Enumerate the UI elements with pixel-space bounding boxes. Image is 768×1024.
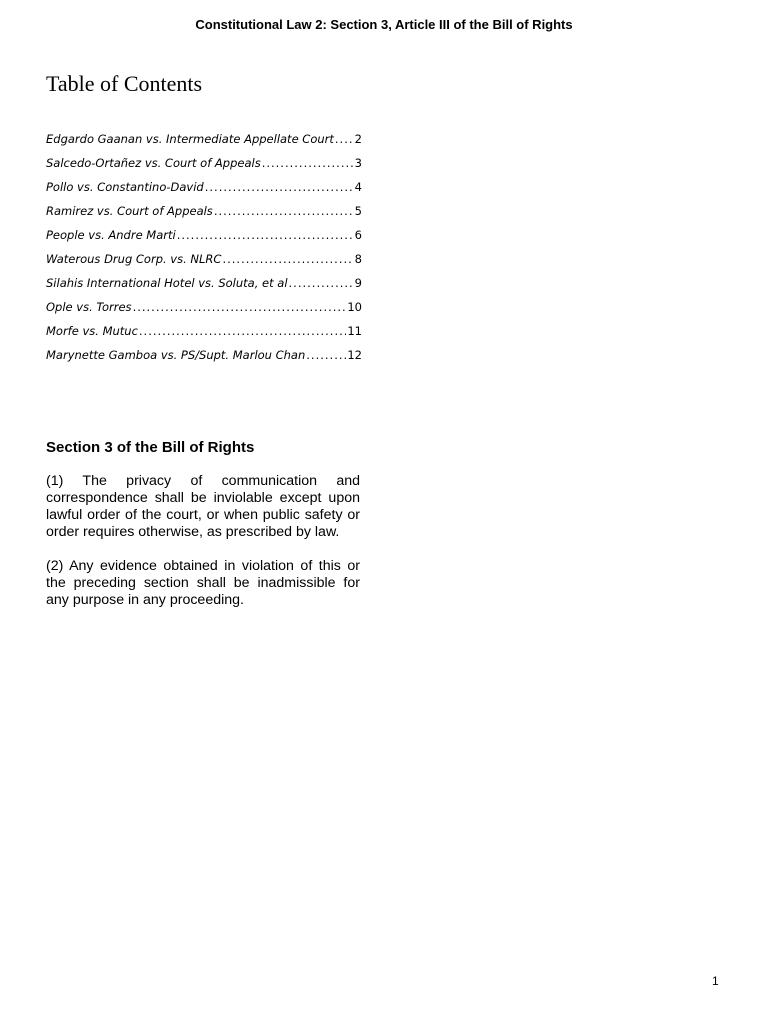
page-header: Constitutional Law 2: Section 3, Article III of the Bill of Rights	[195, 17, 573, 32]
toc-case-name: Pollo vs. Constantino-David	[46, 180, 204, 194]
toc-entry-gaanan[interactable]	[46, 132, 362, 156]
toc-case-name: Silahis International Hotel vs. Soluta, et al	[46, 276, 288, 290]
toc-case-name: Salcedo-Ortañez vs. Court of Appeals	[46, 156, 261, 170]
toc-dot-leader	[205, 180, 354, 194]
page-number: 1	[712, 974, 719, 988]
toc-case-name: Ramirez vs. Court of Appeals	[46, 204, 213, 218]
toc-entry-marti[interactable]	[46, 228, 362, 252]
toc-page-number: 4	[354, 180, 362, 194]
toc-entry-silahis[interactable]	[46, 276, 362, 300]
toc-dot-leader	[222, 252, 353, 266]
toc-entry-gamboa[interactable]	[46, 348, 362, 372]
toc-case-name: Edgardo Gaanan vs. Intermediate Appellate Court	[46, 132, 334, 146]
toc-dot-leader	[133, 300, 347, 314]
toc-case-name: People vs. Andre Marti	[46, 228, 176, 242]
toc-dot-leader	[306, 348, 346, 362]
toc-case-name: Waterous Drug Corp. vs. NLRC	[46, 252, 222, 266]
toc-dot-leader	[289, 276, 354, 290]
toc-dot-leader	[214, 204, 354, 218]
toc-page-number: 3	[354, 156, 362, 170]
toc-dot-leader	[335, 132, 354, 146]
toc-page-number: 2	[354, 132, 362, 146]
toc-list	[46, 132, 362, 372]
toc-case-name: Ople vs. Torres	[46, 300, 132, 314]
toc-page-number: 12	[347, 348, 362, 362]
toc-entry-salcedo-ortanez[interactable]	[46, 156, 362, 180]
toc-entry-pollo[interactable]	[46, 180, 362, 204]
toc-dot-leader	[139, 324, 346, 338]
section-title: Section 3 of the Bill of Rights	[46, 439, 255, 456]
toc-dot-leader	[262, 156, 354, 170]
toc-entry-ople[interactable]	[46, 300, 362, 324]
toc-case-name: Morfe vs. Mutuc	[46, 324, 138, 338]
toc-page-number: 5	[354, 204, 362, 218]
toc-title: Table of Contents	[46, 71, 203, 96]
section-body	[46, 473, 360, 626]
toc-case-name: Marynette Gamboa vs. PS/Supt. Marlou Chan	[46, 348, 306, 362]
section-paragraph-1: (1) The privacy of communication and correspondence shall be inviolable except upon lawful order of the court, or when public safety or order requires otherwise, as prescribed by law.	[46, 473, 360, 540]
toc-entry-waterous[interactable]	[46, 252, 362, 276]
toc-page-number: 11	[347, 324, 362, 338]
toc-page-number: 6	[354, 228, 362, 242]
toc-entry-morfe[interactable]	[46, 324, 362, 348]
section-paragraph-2: (2) Any evidence obtained in violation of this or the preceding section shall be inadmissible for any purpose in any proceeding.	[46, 558, 360, 608]
toc-dot-leader	[177, 228, 354, 242]
toc-entry-ramirez[interactable]	[46, 204, 362, 228]
toc-page-number: 9	[354, 276, 362, 290]
toc-page-number: 8	[354, 252, 362, 266]
toc-page-number: 10	[347, 300, 362, 314]
